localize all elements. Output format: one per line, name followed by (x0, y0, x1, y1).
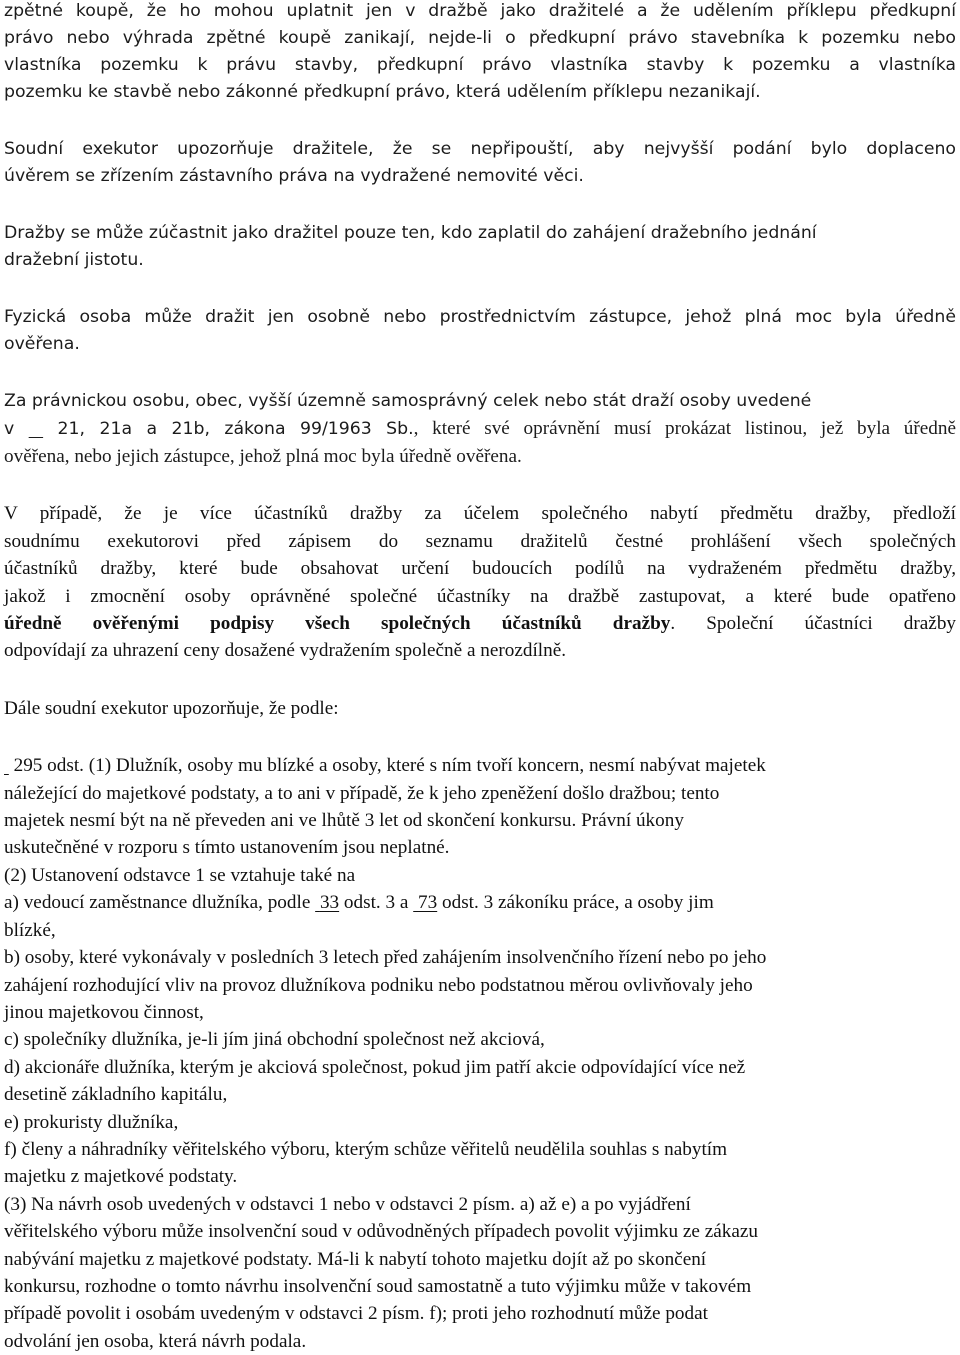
text-line: jakož i zmocnění osoby oprávněné společné účastníky na dražbě zastupovat, a které bude opatřeno (4, 585, 956, 607)
text-line: uskutečněné v rozporu s tímto ustanovením jsou neplatné. (4, 837, 450, 859)
text-line: náležející do majetkové podstaty, a to ani v případě, že k jeho zpeněžení došlo dražbou; tento (4, 782, 720, 804)
text-line: desetině základního kapitálu, (4, 1084, 228, 1106)
text-line: zahájení rozhodující vliv na provoz dlužníkova podniku nebo podstatnou měrou ovlivňovaly jeho (4, 974, 753, 996)
section-link-33[interactable]: 33 (319, 892, 340, 914)
text-line: a) vedoucí zaměstnance dlužníka, podle 33 odst. 3 a 73 odst. 3 zákoníku práce, a osoby jim (4, 892, 714, 914)
document-page (4, 0, 956, 1355)
paragraph-intro-law (4, 695, 956, 722)
text-line: jinou majetkovou činnost, (4, 1001, 204, 1023)
text-line: (2) Ustanovení odstavce 1 se vztahuje také na (4, 864, 356, 886)
text-line: dražební jistotu. (4, 250, 144, 270)
paragraph-joint-participants (4, 500, 956, 664)
section-295 (4, 752, 956, 1355)
text-line: 295 odst. (1) Dlužník, osoby mu blízké a osoby, které s ním tvoří koncern, nesmí nabývat majetek (4, 752, 956, 779)
text-line: Za právnickou osobu, obec, vyšší územně samosprávný celek nebo stát draží osoby uvedené (4, 391, 812, 411)
text-line: V případě, že je více účastníků dražby za účelem společného nabytí předmětu dražby, předloží (4, 503, 956, 525)
text-line: účastníků dražby, které bude obsahovat určení budoucích podílů na vydraženém předmětu dražby, (4, 558, 956, 580)
text-fragment: . Společní účastníci dražby (670, 613, 957, 635)
text-line: právo nebo výhrada zpětné koupě zanikají, nejde-li o předkupní právo stavebníka k pozemku nebo (4, 28, 956, 48)
text-line: c) společníky dlužníka, je-li jím jiná obchodní společnost než akciová, (4, 1029, 545, 1051)
text-line (4, 610, 956, 637)
section-sign-link[interactable] (4, 755, 9, 776)
text-line: soudnímu exekutorovi před zápisem do seznamu dražitelů čestné prohlášení všech společných (4, 530, 956, 552)
text-line (4, 415, 956, 443)
text-line: Dražby se může zúčastnit jako dražitel pouze ten, kdo zaplatil do zahájení dražebního jednání (4, 223, 817, 243)
text-fragment: , které své oprávnění musí prokázat listinou, jež byla úředně (413, 418, 956, 439)
paragraph-loan-warning (4, 136, 956, 190)
paragraph-deposit (4, 220, 956, 274)
paragraph-legal-person (4, 388, 956, 470)
text-fragment: v (4, 419, 15, 439)
section-sign-link[interactable] (29, 419, 43, 439)
text-line: b) osoby, které vykonávaly v posledních 3 letech před zahájením insolvenčního řízení nebo po jeho (4, 947, 767, 969)
text-line: blízké, (4, 919, 56, 941)
text-line: pozemku ke stavbě nebo zákonné předkupní právo, která udělením příklepu nezanikají. (4, 82, 761, 102)
section-link-73[interactable]: 73 (418, 892, 438, 914)
text-line: d) akcionáře dlužníka, kterým je akciová společnost, pokud jim patří akcie odpovídající více než (4, 1056, 746, 1078)
text-line: případě povolit i osobám uvedeným v odstavci 2 písm. f); proti jeho rozhodnutí může podat (4, 1303, 708, 1325)
text-line: zpětné koupě, že ho mohou uplatnit jen v dražbě jako dražitelé a že udělením příklepu předkupní (4, 1, 956, 21)
text-line: odpovídají za uhrazení ceny dosažené vydražením společně a nerozdílně. (4, 640, 567, 662)
text-line: věřitelského výboru může insolvenční soud v odůvodněných případech povolit výjimku ze zákazu (4, 1221, 758, 1243)
bold-phrase: úředně ověřenými podpisy všech společných účastníků dražby (4, 613, 671, 635)
text-line: ověřena, nebo jejich zástupce, jehož plná moc byla úředně ověřena. (4, 446, 522, 467)
text-line: úvěrem se zřízením zástavního práva na vydražené nemovité věci. (4, 166, 584, 186)
paragraph-preemption (4, 0, 956, 106)
paragraph-natural-person (4, 304, 956, 358)
text-line: majetku z majetkové podstaty. (4, 1166, 238, 1188)
text-line: ověřena. (4, 334, 80, 354)
text-line: konkursu, rozhodne o tomto návrhu insolvenční soud samostatně a tuto výjimku může v takovém (4, 1275, 752, 1297)
text-line: Fyzická osoba může dražit jen osobně nebo prostřednictvím zástupce, jehož plná moc byla úředně (4, 307, 956, 327)
text-fragment: 21, 21a a 21b, zákona 99/1963 Sb. (57, 419, 414, 439)
text-line: Soudní exekutor upozorňuje dražitele, že se nepřipouští, aby nejvyšší podání bylo doplaceno (4, 139, 956, 159)
text-line: nabývání majetku z majetkové podstaty. Má-li k nabytí tohoto majetku dojít až po skončení (4, 1248, 707, 1270)
text-line: Dále soudní exekutor upozorňuje, že podle: (4, 697, 339, 719)
text-line: odvolání jen osoba, která návrh podala. (4, 1330, 307, 1352)
text-line: vlastníka pozemku k právu stavby, předkupní právo vlastníka stavby k pozemku a vlastníka (4, 55, 956, 75)
text-line: majetek nesmí být na ně převeden ani ve lhůtě 3 let od skončení konkursu. Právní úkony (4, 810, 684, 832)
text-line: e) prokuristy dlužníka, (4, 1111, 179, 1133)
text-line: (3) Na návrh osob uvedených v odstavci 1 nebo v odstavci 2 písm. a) až e) a po vyjádření (4, 1193, 691, 1215)
text-line: f) členy a náhradníky věřitelského výboru, kterým schůze věřitelů neudělila souhlas s nabytím (4, 1138, 728, 1160)
